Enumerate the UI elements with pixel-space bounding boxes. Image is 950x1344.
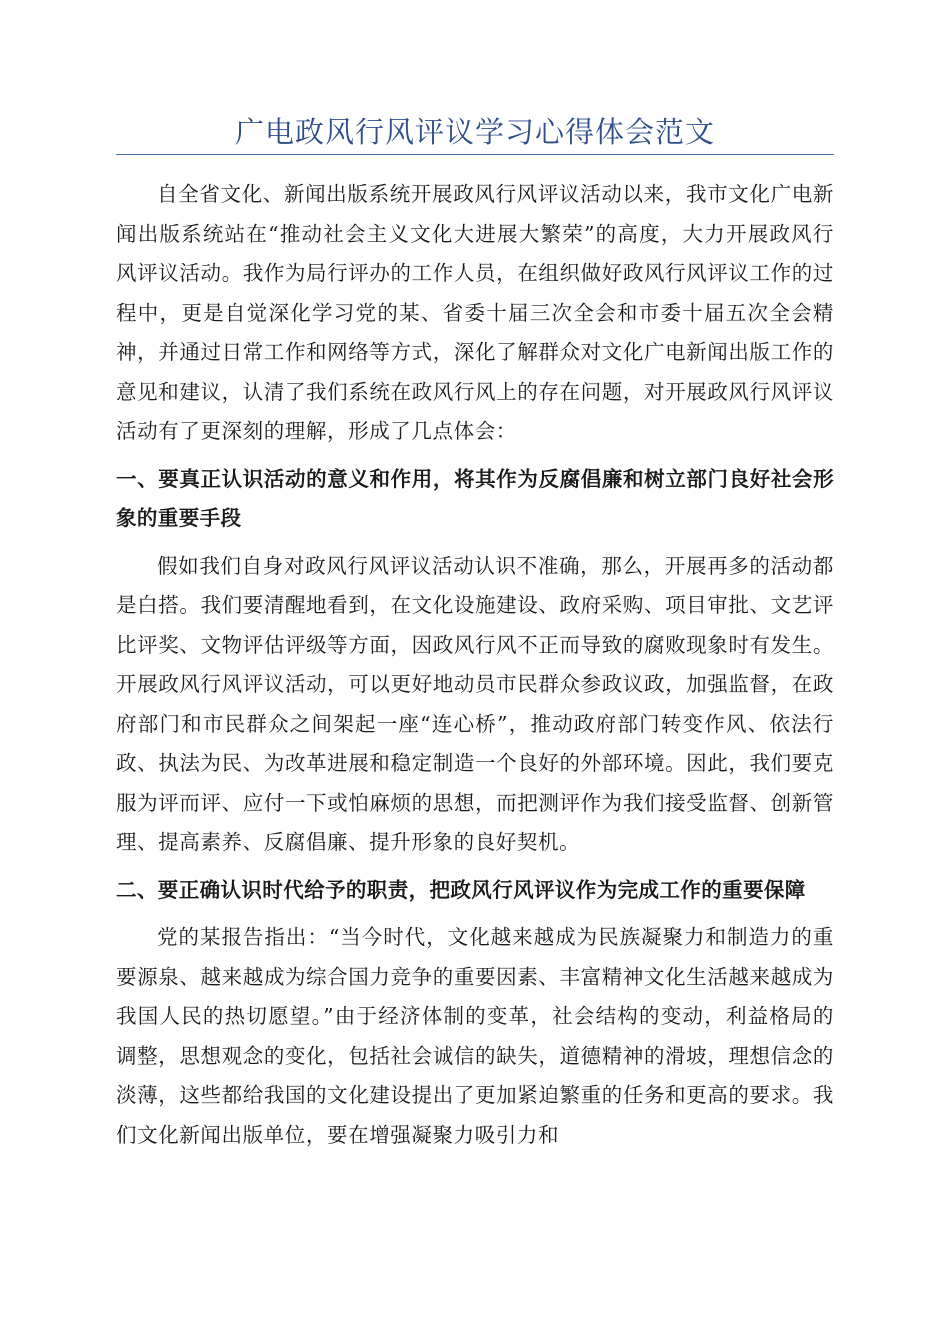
paragraph-intro: 自全省文化、新闻出版系统开展政风行风评议活动以来，我市文化广电新闻出版系统站在“推动社会主义文化大进展大繁荣”的高度，大力开展政风行风评议活动。我作为局行评办的工作人员，在组织做好政风行风评议工作的过程中，更是自觉深化学习党的某、省委十届三次全会和市委十届五次全会精神，并通过日常工作和网络等方式，深化了解群众对文化广电新闻出版工作的意见和建议，认清了我们系统在政风行风上的存在问题，对开展政风行风评议活动有了更深刻的理解，形成了几点体会：: [116, 182, 834, 443]
document-page: [116, 112, 834, 1155]
document-title: 广电政风行风评议学习心得体会范文: [234, 115, 715, 149]
paragraph-section-1: 假如我们自身对政风行风评议活动认识不准确，那么，开展再多的活动都是白搭。我们要清醒地看到，在文化设施建设、政府采购、项目审批、文艺评比评奖、文物评估评级等方面，因政风行风不正而导致的腐败现象时有发生。开展政风行风评议活动，可以更好地动员市民群众参政议政，加强监督，在政府部门和市民群众之间架起一座“连心桥”，推动政府部门转变作风、依法行政、执法为民、为改革进展和稳定制造一个良好的外部环境。因此，我们要克服为评而评、应付一下或怕麻烦的思想，而把测评作为我们接受监督、创新管理、提高素养、反腐倡廉、提升形象的良好契机。: [116, 553, 834, 854]
section-heading-2: 二、要正确认识时代给予的职责，把政风行风评议作为完成工作的重要保障: [116, 877, 806, 902]
section-heading-1: 一、要真正认识活动的意义和作用，将其作为反腐倡廉和树立部门良好社会形象的重要手段: [116, 466, 834, 530]
paragraph-section-2: 党的某报告指出：“当今时代，文化越来越成为民族凝聚力和制造力的重要源泉、越来越成为综合国力竞争的重要因素、丰富精神文化生活越来越成为我国人民的热切愿望。”由于经济体制的变革，社会结构的变动，利益格局的调整，思想观念的变化，包括社会诚信的缺失，道德精神的滑坡，理想信念的淡薄，这些都给我国的文化建设提出了更加紧迫繁重的任务和更高的要求。我们文化新闻出版单位，要在增强凝聚力吸引力和: [116, 925, 834, 1147]
title-underline: [116, 154, 834, 155]
